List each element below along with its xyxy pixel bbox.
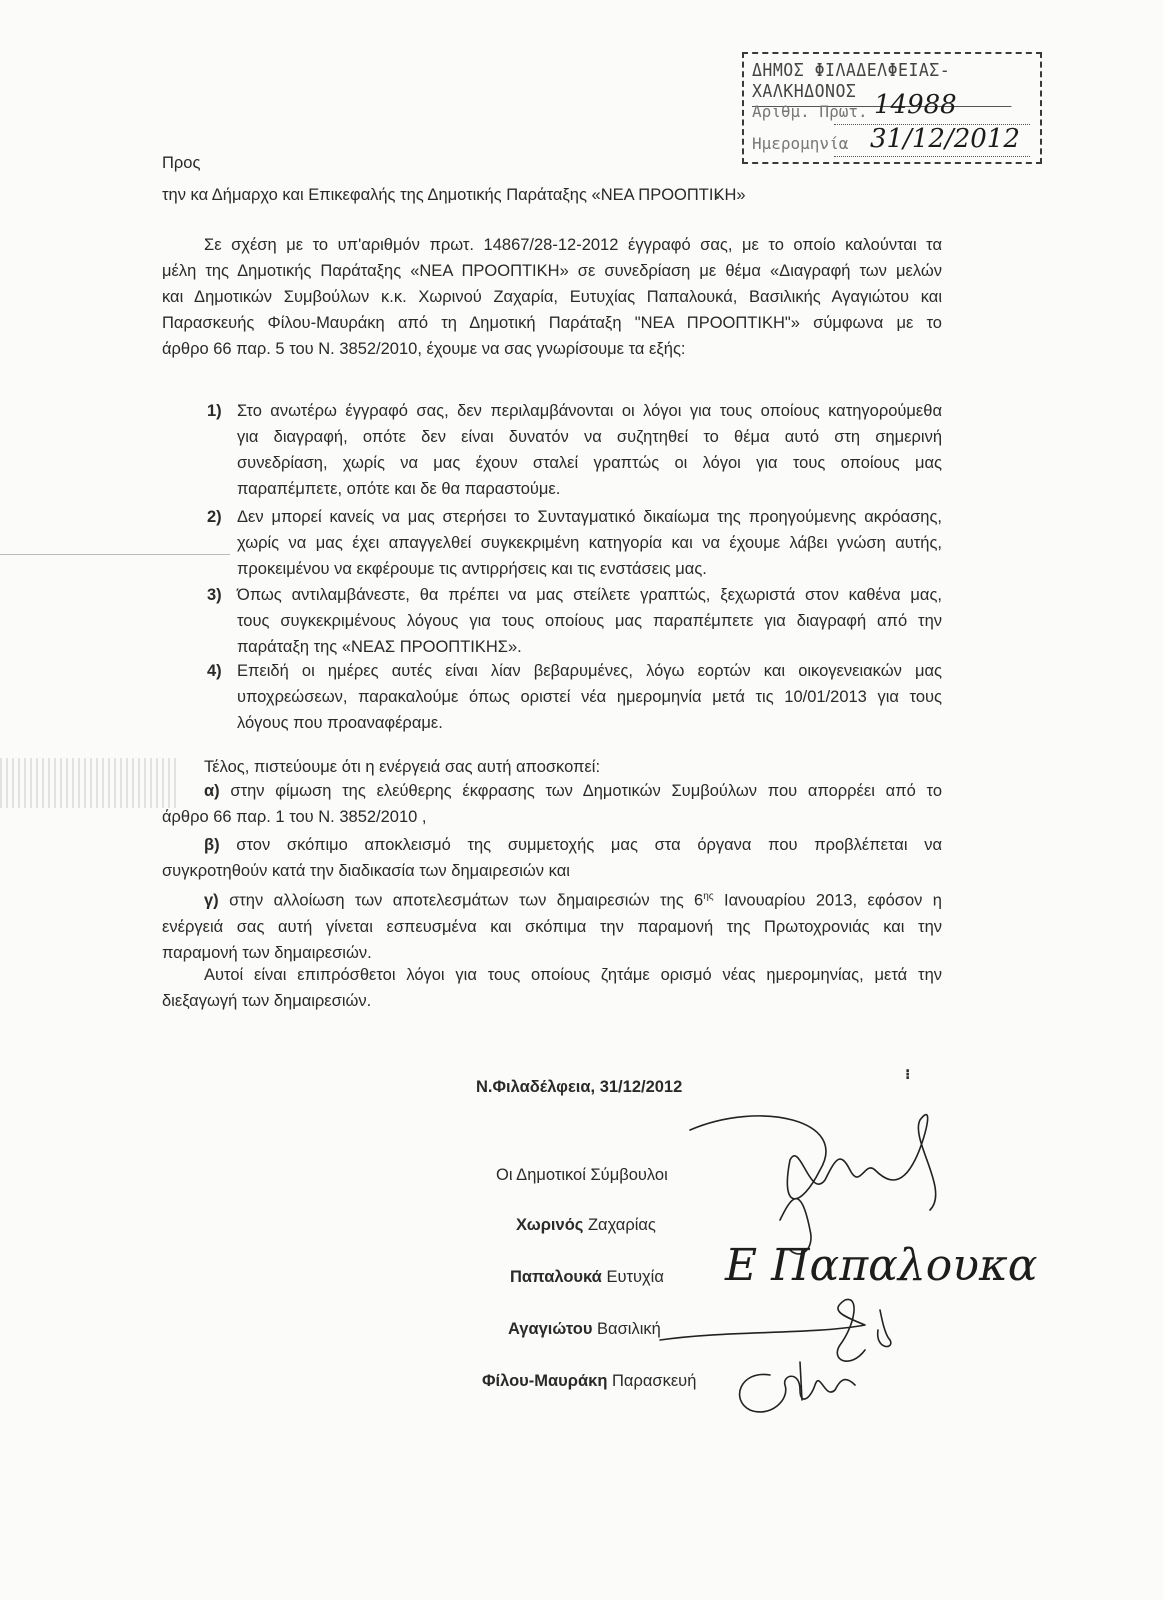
signatory-name bbox=[516, 1214, 656, 1237]
point-line: χωρίς να μας έχει απαγγελθεί συγκεκριμένη κατηγορία και να έχουμε λάβει γνώση αυτής, bbox=[237, 534, 942, 552]
item-line: συγκροτηθούν κατά την διαδικασία των δημαιρεσιών και bbox=[162, 862, 570, 880]
closing-item-b bbox=[162, 832, 942, 884]
stamp-date: 31/12/2012 bbox=[870, 124, 1020, 154]
point-number: 1) bbox=[207, 402, 222, 420]
signatory-surname: Παπαλουκά bbox=[510, 1268, 602, 1286]
intro-line: Παρασκευής Φίλου-Μαυράκη από τη Δημοτική Παράταξη "ΝΕΑ ΠΡΟΟΠΤΙΚΗ"» σύμφωνα με το bbox=[162, 314, 942, 332]
signatory-name bbox=[482, 1370, 696, 1393]
point-line: λόγους που προαναφέραμε. bbox=[237, 714, 443, 732]
point-line: υποχρεώσεων, παρακαλούμε όπως οριστεί νέα ημερομηνία μετά τις 10/01/2013 για τους bbox=[237, 688, 942, 706]
signatory-surname: Αγαγιώτου bbox=[508, 1320, 593, 1338]
point-3 bbox=[237, 582, 942, 660]
closing-item-c bbox=[162, 884, 942, 966]
place-date: Ν.Φιλαδέλφεια, 31/12/2012 bbox=[476, 1078, 683, 1096]
point-line: Επειδή οι ημέρες αυτές είναι λίαν βεβαρυμένες, λόγω εορτών και οικογενειακών μας bbox=[237, 662, 942, 680]
item-line: ενέργειά σας αυτή γίνεται εσπευσμένα και σκόπιμα την παραμονή της Πρωτοχρονιάς και την bbox=[162, 917, 942, 936]
point-line: παράταξη της «ΝΕΑΣ ΠΡΟΟΠΤΙΚΗΣ». bbox=[237, 638, 522, 656]
point-4 bbox=[237, 658, 942, 736]
registration-stamp bbox=[742, 52, 1042, 164]
closing-final bbox=[162, 962, 942, 1014]
ordinal-suffix: ης bbox=[703, 891, 714, 902]
signatory-name bbox=[508, 1318, 661, 1341]
point-line: Όπως αντιλαμβάνεστε, θα πρέπει να μας στείλετε γραπτώς, ξεχωριστά στον καθένα μας, bbox=[237, 586, 942, 604]
item-line: στον σκόπιμο αποκλεισμό της συμμετοχής μας στα όργανα που προβλέπεται να bbox=[236, 836, 942, 854]
intro-line: μέλη της Δημοτικής Παράταξης «ΝΕΑ ΠΡΟΟΠΤΙΚΗ» σε συνεδρίαση με θέμα «Διαγραφή των μελών bbox=[162, 262, 942, 280]
point-2 bbox=[237, 504, 942, 582]
scan-noise bbox=[0, 758, 180, 808]
point-line: Δεν μπορεί κανείς να μας στερήσει το Συνταγματικό δικαίωμα της προηγούμενης ακρόασης, bbox=[237, 508, 942, 526]
signatory-firstname: Ευτυχία bbox=[606, 1268, 664, 1286]
scan-artifact-line bbox=[0, 554, 230, 555]
item-label: β) bbox=[204, 836, 220, 854]
point-number: 3) bbox=[207, 586, 222, 604]
signature-3 bbox=[878, 1310, 891, 1347]
signatory-surname: Χωρινός bbox=[516, 1216, 584, 1234]
point-number: 2) bbox=[207, 508, 222, 526]
item-label: γ) bbox=[204, 891, 219, 910]
stamp-organization: ΔΗΜΟΣ ΦΙΛΑΔΕΛΦΕΙΑΣ-ΧΑΛΚΗΔΟΝΟΣ bbox=[752, 60, 1011, 107]
stamp-date-label: Ημερομηνία bbox=[752, 134, 849, 153]
scan-mark: ⁝ bbox=[905, 1066, 911, 1082]
item-line: παραμονή των δημαιρεσιών. bbox=[162, 943, 372, 962]
intro-line: Σε σχέση με το υπ'αριθμόν πρωτ. 14867/28-12-2012 έγγραφό σας, με το οποίο καλούνται τα bbox=[204, 236, 942, 254]
final-line: Αυτοί είναι επιπρόσθετοι λόγοι για τους οποίους ζητάμε ορισμό νέας ημερομηνίας, μετά την bbox=[204, 966, 942, 984]
closing-lead: Τέλος, πιστεύουμε ότι η ενέργειά σας αυτή αποσκοπεί: bbox=[204, 758, 601, 776]
signatory-surname: Φίλου-Μαυράκη bbox=[482, 1372, 608, 1390]
point-line: συνεδρίαση, χωρίς να μας έχουν σταλεί γραπτώς οι λόγοι για τους οποίους μας bbox=[237, 454, 942, 472]
signature-4 bbox=[740, 1374, 855, 1412]
signature-2: Ε Παπαλουκα bbox=[725, 1240, 1038, 1291]
item-line: στην αλλοίωση των αποτελεσμάτων των δημαιρεσιών της 6 bbox=[229, 891, 704, 910]
point-line: τους συγκεκριμένους λόγους για τους οποίους μας παραπέμπετε για διαγραφή από την bbox=[237, 612, 942, 630]
point-line: Στο ανωτέρω έγγραφό σας, δεν περιλαμβάνονται οι λόγοι για τους οποίους κατηγορούμεθα bbox=[237, 402, 942, 420]
closing-item-a bbox=[162, 778, 942, 830]
signatory-name bbox=[510, 1266, 664, 1289]
signatory-firstname: Ζαχαρίας bbox=[587, 1216, 656, 1234]
intro-paragraph bbox=[162, 232, 942, 362]
intro-line: άρθρο 66 παρ. 5 του Ν. 3852/2010, έχουμε να σας γνωρίσουμε τα εξής: bbox=[162, 340, 686, 358]
addressee-to: Προς bbox=[162, 154, 201, 172]
signature-4 bbox=[800, 1362, 802, 1400]
signatories-title: Οι Δημοτικοί Σύμβουλοι bbox=[496, 1166, 668, 1184]
signatory-firstname: Βασιλική bbox=[597, 1320, 661, 1338]
intro-line: και Δημοτικών Συμβούλων κ.κ. Χωρινού Ζαχαρία, Ευτυχίας Παπαλουκά, Βασιλικής Αγαγιώτου και bbox=[162, 288, 942, 306]
item-label: α) bbox=[204, 782, 220, 800]
item-line: Ιανουαρίου 2013, εφόσον η bbox=[713, 891, 942, 910]
stamp-rule bbox=[834, 156, 1030, 157]
stamp-protocol-label: Αριθμ. Πρωτ. bbox=[752, 102, 868, 121]
signature-1 bbox=[690, 1115, 936, 1210]
signatory-firstname: Παρασκευή bbox=[612, 1372, 697, 1390]
item-line: στην φίμωση της ελεύθερης έκφρασης των Δημοτικών Συμβούλων που απορρέει από το bbox=[230, 782, 942, 800]
handwritten-signatures bbox=[650, 1100, 1038, 1420]
signature-3 bbox=[660, 1299, 865, 1361]
signature-1 bbox=[780, 1199, 811, 1254]
addressee-recipient: την κα Δήμαρχο και Επικεφαλής της Δημοτικής Παράταξης «ΝΕΑ ΠΡΟΟΠΤΙΚΗ» bbox=[162, 186, 746, 204]
point-line: προκειμένου να εκφέρουμε τις αντιρρήσεις και τις ενστάσεις μας. bbox=[237, 560, 707, 578]
final-line: διεξαγωγή των δημαιρεσιών. bbox=[162, 992, 372, 1010]
stamp-protocol-number: 14988 bbox=[874, 90, 957, 120]
point-1 bbox=[237, 398, 942, 502]
point-number: 4) bbox=[207, 662, 222, 680]
item-line: άρθρο 66 παρ. 1 του Ν. 3852/2010 , bbox=[162, 808, 427, 826]
point-line: παραπέμπετε, οπότε και δε θα παραστούμε. bbox=[237, 480, 561, 498]
point-line: για διαγραφή, οπότε δεν είναι δυνατόν να συζητηθεί το θέμα αυτό στη σημερινή bbox=[237, 428, 942, 446]
